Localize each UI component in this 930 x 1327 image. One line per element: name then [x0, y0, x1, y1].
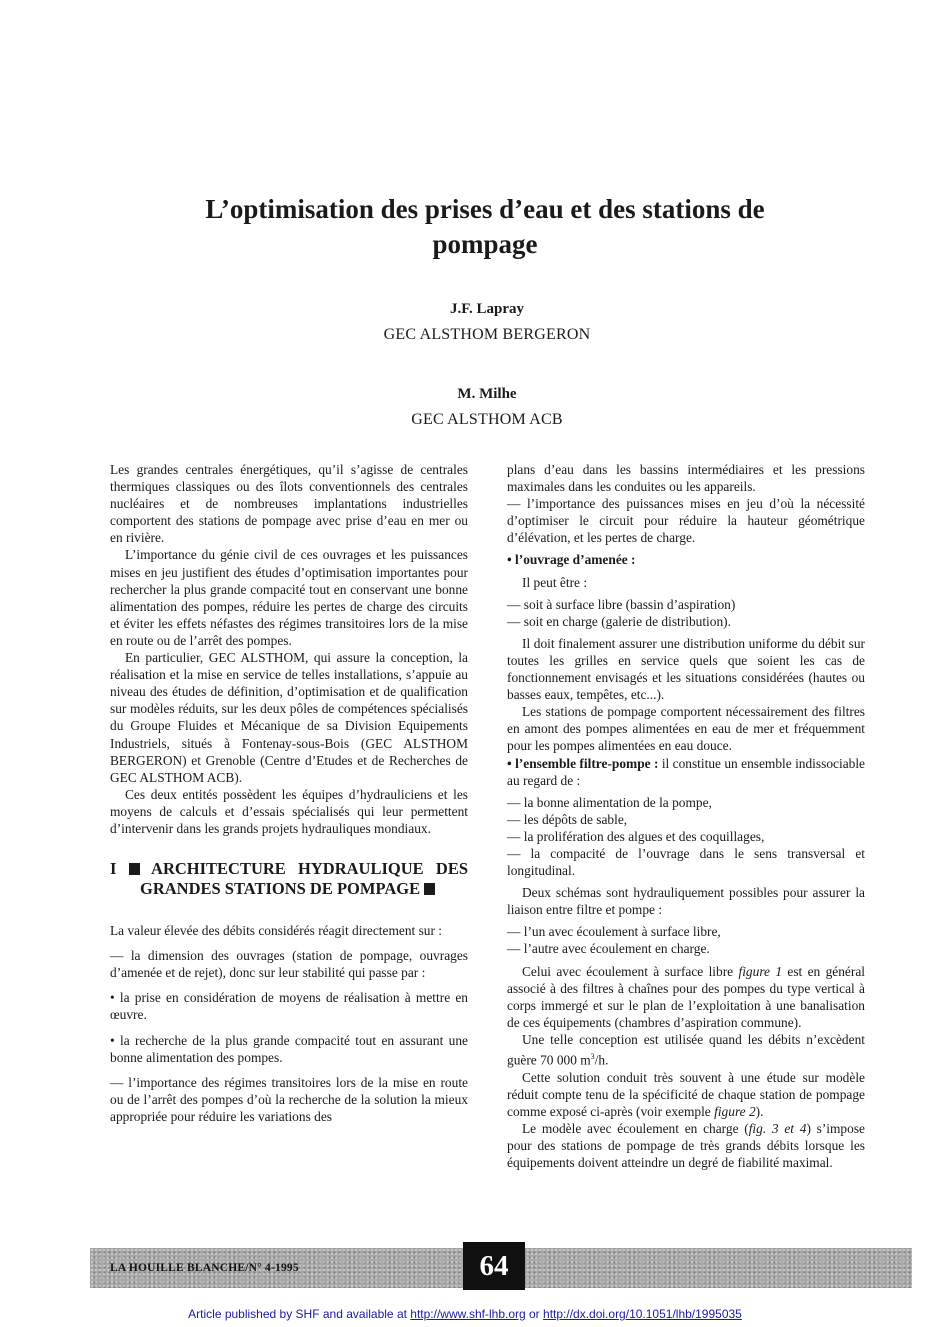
figure-reference: figure 1 — [738, 963, 783, 979]
right-column — [507, 461, 865, 1171]
page-number: 64 — [463, 1242, 525, 1290]
title-line-2: pompage — [432, 229, 538, 259]
filtre-pompe-paragraph: • l’ensemble filtre-pompe : il constitue un ensemble indissociable au regard de : — [507, 755, 865, 788]
body-paragraph: Une telle conception est utilisée quand les débits n’excèdent guère 70 000 $m^3/h$. — [507, 1031, 865, 1068]
dash-item: — soit à surface libre (bassin d’aspiration) — [507, 596, 736, 612]
body-paragraph: plans d’eau dans les bassins intermédiaires et les pressions maximales dans les conduites ou les appareils. — [507, 462, 865, 495]
body-paragraph: Celui avec écoulement à surface libre figure 1 est en général associé à des filtres à chaînes pour des pompes du type vertical à corps immergé et sur le plan de l’exploitation à une banalisation de ces équipements (chambres d’aspiration commune). — [507, 963, 865, 1030]
dash-item: — la dimension des ouvrages (station de pompage, ouvrages d’amenée et de rejet), donc sur leur stabilité qui passe par : — [110, 948, 468, 981]
author-affiliation-2: GEC ALSTHOM ACB — [411, 411, 563, 428]
author-name-1: J.F. Lapray — [449, 301, 525, 317]
title-line-1: L’optimisation des prises d’eau et des stations de — [205, 194, 765, 224]
subheading-filtre-pompe: • l’ensemble filtre-pompe : — [507, 755, 659, 771]
author-name-2: M. Milhe — [457, 386, 517, 402]
body-paragraph: Cette solution conduit très souvent à une étude sur modèle réduit compte tenu de la spécificité de chaque station de pompage comme exposé ci-après (voir exemple figure 2). — [507, 1069, 865, 1119]
dash-item: — soit en charge (galerie de distribution). — [507, 613, 731, 629]
intro-paragraph: L’importance du génie civil de ces ouvrages et les puissances mises en jeu justifient des études d’optimisation importantes pour rechercher la plus grande compacité tout en conservant une bonne alimentation des pompes, réduire les pertes de charge des circuits et éviter les effets néfastes des régimes transitoires lors de la mise en route ou de l’arrêt des pompes. — [110, 547, 468, 648]
section-heading — [110, 859, 468, 899]
body-paragraph: Il doit finalement assurer une distribution uniforme du débit sur toutes les grilles en service quels que soient les cas de fonctionnement envisagés et les situations considérées (hautes ou basses eaux, tempêtes, etc...). — [507, 635, 865, 703]
square-bullet-icon — [424, 883, 435, 895]
dash-item: — la compacité de l’ouvrage dans le sens transversal et longitudinal. — [507, 845, 865, 879]
body-paragraph: La valeur élevée des débits considérés réagit directement sur : — [110, 923, 443, 939]
shf-link[interactable]: http://www.shf-lhb.org — [410, 1307, 526, 1321]
left-column — [110, 461, 468, 1125]
bullet-item: • la recherche de la plus grande compacité tout en assurant une bonne alimentation des pompes. — [110, 1032, 468, 1065]
section-title-line-2: GRANDES STATIONS DE POMPAGE — [140, 879, 421, 899]
section-title-line-1: ARCHITECTURE HYDRAULIQUE DES — [151, 859, 469, 879]
dash-item: — l’un avec écoulement à surface libre, — [507, 924, 721, 940]
figure-reference: figure 2 — [714, 1103, 756, 1119]
intro-paragraph: Les grandes centrales énergétiques, qu’il s’agisse de centrales thermiques classiques ou des îlots conventionnels des centrales nucléaires et de nombreuses implantations industrielles comportent des stations de pompage avec prise d’eau en mer ou en rivière. — [110, 462, 468, 546]
subheading-amenee: • l’ouvrage d’amenée : — [507, 552, 636, 568]
bullet-item: • la prise en considération de moyens de réalisation à mettre en œuvre. — [110, 990, 468, 1023]
body-paragraph: Les stations de pompage comportent nécessairement des filtres en amont des pompes alimentées en eau de mer et fréquemment pour les pompes alimentées en eau douce. — [507, 704, 865, 754]
section-number: I — [110, 859, 117, 879]
dash-item: — les dépôts de sable, — [507, 811, 628, 827]
dash-item: — la bonne alimentation de la pompe, — [507, 794, 712, 810]
body-paragraph: Il peut être : — [522, 574, 588, 590]
intro-paragraph: Ces deux entités possèdent les équipes d’hydrauliciens et les moyens de calculs et d’essais spécialisés qui leur permettent d’intervenir dans les grands projets hydrauliques mondiaux. — [110, 786, 468, 836]
figure-reference: fig. 3 et 4 — [748, 1120, 807, 1136]
dash-item: — l’importance des régimes transitoires lors de la mise en route ou de l’arrêt des pompes d’où la recherche de la solution la mieux appropriée pour réduire les variations des — [110, 1074, 468, 1124]
doi-link[interactable]: http://dx.doi.org/10.1051/lhb/1995035 — [543, 1307, 742, 1321]
dash-item: — la prolifération des algues et des coquillages, — [507, 828, 765, 844]
intro-paragraph: En particulier, GEC ALSTHOM, qui assure la conception, la réalisation et la mise en service de telles installations, s’appuie au niveau des études de définition, d’optimisation et de qualification sur modèles réduits, sur les deux pôles de compétences spécialisés du Groupe Fluides et Mécanique de sa Division Equipements Industriels, situés à Fontenay-sous-Bois (GEC ALSTHOM BERGERON) et Grenoble (Centre d’Etudes et de Recherches de GEC ALSTHOM ACB). — [110, 650, 468, 785]
dash-item: — l’importance des puissances mises en jeu d’où la nécessité d’optimiser le circuit pour réduire la hauteur géométrique d’élévation, et les pertes de charge. — [507, 496, 865, 546]
dash-item: — l’autre avec écoulement en charge. — [507, 941, 710, 957]
journal-reference: LA HOUILLE BLANCHE/N° 4-1995 — [110, 1262, 299, 1274]
article-title — [120, 192, 850, 262]
citation-line: Article published by SHF and available at http://www.shf-lhb.org or http://dx.doi.org/10.1051/lhb/1995035 — [188, 1307, 742, 1321]
square-bullet-icon — [129, 863, 140, 875]
body-paragraph: Le modèle avec écoulement en charge (fig. 3 et 4) s’impose pour des stations de pompage de très grands débits lorsque les équipements doivent atteindre un degré de fiabilité maximal. — [507, 1120, 865, 1171]
author-affiliation-1: GEC ALSTHOM BERGERON — [383, 326, 591, 343]
body-paragraph: Deux schémas sont hydrauliquement possibles pour assurer la liaison entre filtre et pompe : — [507, 885, 865, 918]
